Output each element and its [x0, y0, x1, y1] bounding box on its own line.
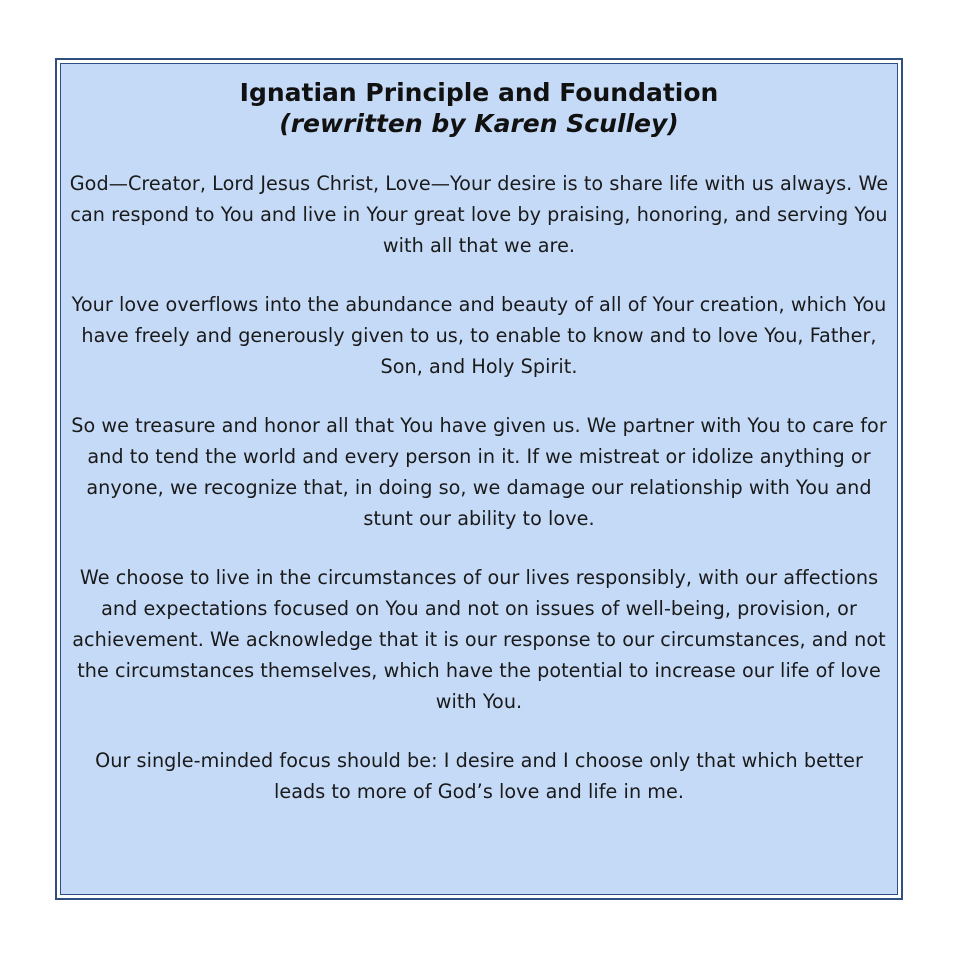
paragraph-3: So we treasure and honor all that You have given us. We partner with You to care for and to tend the world and every person in it. If we mistreat or idolize anything or anyone, we recognize that, in doing so, we damage our relationship with You and stunt our ability to love.: [71, 414, 887, 530]
paragraph-5: Our single-minded focus should be: I desire and I choose only that which better leads to more of God’s love and life in me.: [95, 749, 863, 803]
document-title: Ignatian Principle and Foundation: [239, 78, 719, 107]
document-frame: [55, 58, 903, 900]
paragraph-4: We choose to live in the circumstances of our lives responsibly, with our affections and expectations focused on You and not on issues of well-being, provision, or achievement. We acknowledge that it is our response to our circumstances, and not the circumstances themselves, which have the potential to increase our life of love with You.: [72, 566, 886, 713]
paragraph-2: Your love overflows into the abundance and beauty of all of Your creation, which You have freely and generously given to us, to enable to know and to love You, Father, Son, and Holy Spirit.: [71, 293, 887, 378]
document-subtitle: (rewritten by Karen Sculley): [279, 109, 679, 138]
paragraph-1: God—Creator, Lord Jesus Christ, Love—Your desire is to share life with us always. We can respond to You and live in Your great love by praising, honoring, and serving You with all that we are.: [69, 172, 889, 257]
document-panel: [60, 63, 898, 895]
